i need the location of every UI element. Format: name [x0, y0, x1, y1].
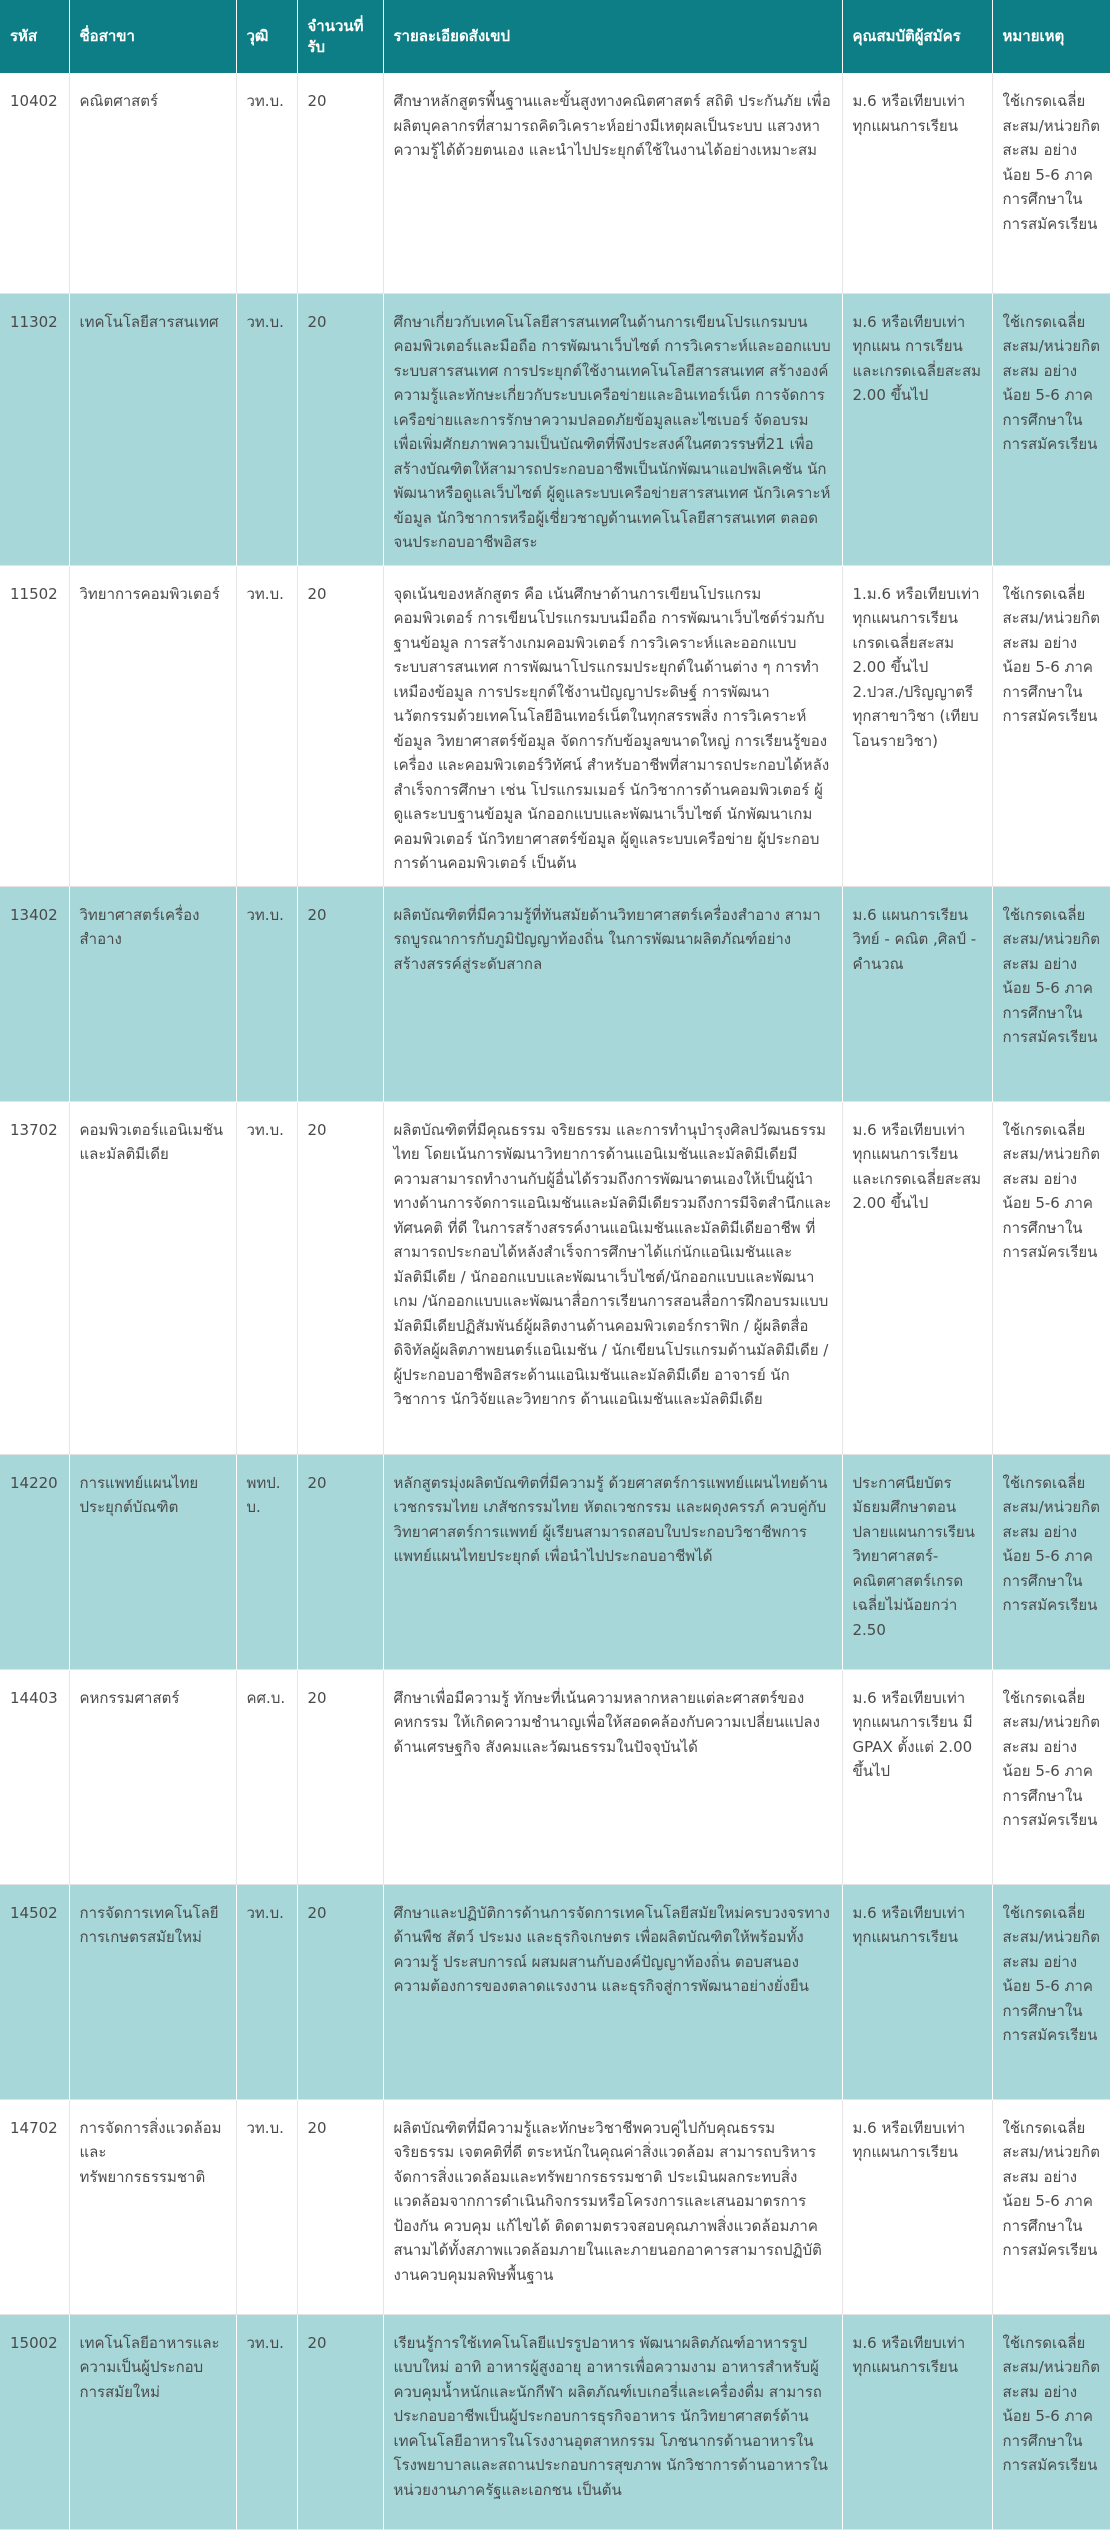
cell-remark: ใช้เกรดเฉลี่ยสะสม/หน่วยกิตสะสม อย่างน้อย 5-6 ภาคการศึกษาในการสมัครเรียน — [1002, 1903, 1100, 2044]
cell-degree: วท.บ. — [236, 886, 297, 1101]
cell-seats: 20 — [297, 293, 383, 565]
cell-degree: วท.บ. — [236, 565, 297, 886]
cell-code: 14702 — [0, 2099, 69, 2314]
cell-degree: วท.บ. — [236, 1884, 297, 2099]
header-degree: วุฒิ — [236, 0, 297, 73]
cell-degree: คศ.บ. — [236, 1669, 297, 1884]
cell-seats: 20 — [297, 73, 383, 293]
cell-degree: วท.บ. — [236, 1101, 297, 1454]
cell-major: เทคโนโลยีสารสนเทศ — [69, 293, 236, 565]
cell-major: คอมพิวเตอร์แอนิเมชันและมัลติมีเดีย — [69, 1101, 236, 1454]
header-seats: จำนวนที่รับ — [297, 0, 383, 73]
table-header-row — [0, 0, 1110, 73]
cell-seats: 20 — [297, 2099, 383, 2314]
cell-degree: พทป.บ. — [236, 1454, 297, 1669]
cell-code: 11302 — [0, 293, 69, 565]
cell-remark: ใช้เกรดเฉลี่ยสะสม/หน่วยกิตสะสม อย่างน้อย 5-6 ภาคการศึกษาในการสมัครเรียน — [1002, 1688, 1100, 1829]
cell-qualification: ม.6 หรือเทียบเท่า ทุกแผนการเรียน มี GPAX ตั้งแต่ 2.00 ขึ้นไป — [842, 1669, 992, 1884]
cell-remark: ใช้เกรดเฉลี่ยสะสม/หน่วยกิตสะสม อย่างน้อย 5-6 ภาคการศึกษาในการสมัครเรียน — [1002, 905, 1100, 1046]
cell-seats: 20 — [297, 1101, 383, 1454]
cell-degree: วท.บ. — [236, 2314, 297, 2529]
cell-degree: วท.บ. — [236, 293, 297, 565]
cell-major: เทคโนโลยีอาหารและความเป็นผู้ประกอบการสมัยใหม่ — [69, 2314, 236, 2529]
table-row — [0, 2314, 1110, 2529]
cell-code: 14502 — [0, 1884, 69, 2099]
cell-major: วิทยาศาสตร์เครื่องสำอาง — [69, 886, 236, 1101]
cell-code: 13402 — [0, 886, 69, 1101]
cell-remark: ใช้เกรดเฉลี่ยสะสม/หน่วยกิตสะสม อย่างน้อย 5-6 ภาคการศึกษาในการสมัครเรียน — [1002, 92, 1100, 233]
header-detail: รายละเอียดสังเขป — [383, 0, 842, 73]
table-row — [0, 1454, 1110, 1669]
cell-detail: ศึกษาและปฏิบัติการด้านการจัดการเทคโนโลยีสมัยใหม่ครบวงจรทางด้านพืช สัตว์ ประมง และธุรกิจเกษตร เพื่อผลิตบัณฑิตให้พร้อมทั้งความรู้ ประสบการณ์ ผสมผสานกับองค์ปัญญาท้องถิ่น ตอบสนองความต้องการของตลาดแรงงาน และธุรกิจสู่การพัฒนาอย่างยั่งยืน — [383, 1884, 842, 2099]
cell-remark: ใช้เกรดเฉลี่ยสะสม/หน่วยกิตสะสม อย่างน้อย 5-6 ภาคการศึกษาในการสมัครเรียน — [1002, 584, 1100, 725]
cell-detail: เรียนรู้การใช้เทคโนโลยีแปรรูปอาหาร พัฒนาผลิตภัณฑ์อาหารรูปแบบใหม่ อาทิ อาหารผู้สูงอายุ อาหารเพื่อความงาม อาหารสำหรับผู้ควบคุมน้ำหนักและนักกีฬา ผลิตภัณฑ์เบเกอรี่และเครื่องดื่ม สามารถประกอบอาชีพเป็นผู้ประกอบการธุรกิจอาหาร นักวิทยาศาสตร์ด้านเทคโนโลยีอาหารในโรงงานอุตสาหกรรม โภชนากรด้านอาหารในโรงพยาบาลและสถานประกอบการสุขภาพ นักวิชาการด้านอาหารในหน่วยงานภาครัฐและเอกชน เป็นต้น — [383, 2314, 842, 2529]
cell-remark: ใช้เกรดเฉลี่ยสะสม/หน่วยกิตสะสม อย่างน้อย 5-6 ภาคการศึกษาในการสมัครเรียน — [1002, 1473, 1100, 1614]
cell-seats: 20 — [297, 886, 383, 1101]
cell-seats: 20 — [297, 2314, 383, 2529]
cell-code: 14220 — [0, 1454, 69, 1669]
cell-qualification: ม.6 หรือเทียบเท่า ทุกแผนการเรียน และเกรดเฉลี่ยสะสม 2.00 ขึ้นไป — [842, 1101, 992, 1454]
header-major: ชื่อสาขา — [69, 0, 236, 73]
cell-remark: ใช้เกรดเฉลี่ยสะสม/หน่วยกิตสะสม อย่างน้อย 5-6 ภาคการศึกษาในการสมัครเรียน — [1002, 312, 1100, 453]
cell-major: การจัดการเทคโนโลยีการเกษตรสมัยใหม่ — [69, 1884, 236, 2099]
cell-qualification: ม.6 แผนการเรียนวิทย์ - คณิต ,ศิลป์ - คำนวณ — [842, 886, 992, 1101]
cell-remark: ใช้เกรดเฉลี่ยสะสม/หน่วยกิตสะสม อย่างน้อย 5-6 ภาคการศึกษาในการสมัครเรียน — [1002, 1120, 1100, 1261]
cell-detail: หลักสูตรมุ่งผลิตบัณฑิตที่มีความรู้ ด้วยศาสตร์การแพทย์แผนไทยด้านเวชกรรมไทย เภสัชกรรมไทย หัตถเวชกรรม และผดุงครรภ์ ควบคู่กับวิทยาศาสตร์การแพทย์ ผู้เรียนสามารถสอบใบประกอบวิชาชีพการแพทย์แผนไทยประยุกต์ เพื่อนำไปประกอบอาชีพได้ — [383, 1454, 842, 1669]
header-remark: หมายเหตุ — [1002, 27, 1065, 45]
table-row — [0, 2099, 1110, 2314]
cell-code: 13702 — [0, 1101, 69, 1454]
cell-major: การแพทย์แผนไทยประยุกต์บัณฑิต — [69, 1454, 236, 1669]
cell-major: การจัดการสิ่งแวดล้อมและทรัพยากรธรรมชาติ — [69, 2099, 236, 2314]
cell-degree: วท.บ. — [236, 2099, 297, 2314]
table-row — [0, 886, 1110, 1101]
cell-detail: ผลิตบัณฑิตที่มีความรู้และทักษะวิชาชีพควบคู่ไปกับคุณธรรมจริยธรรม เจตคติที่ดี ตระหนักในคุณค่าสิ่งแวดล้อม สามารถบริหารจัดการสิ่งแวดล้อมและทรัพยากรธรรมชาติ ประเมินผลกระทบสิ่งแวดล้อมจากการดำเนินกิจกรรมหรือโครงการและเสนอมาตรการป้องกัน ควบคุม แก้ไขได้ ติดตามตรวจสอบคุณภาพสิ่งแวดล้อมภาคสนามได้ทั้งสภาพแวดล้อมภายในและภายนอกอาคารสามารถปฏิบัติงานควบคุมมลพิษพื้นฐาน — [383, 2099, 842, 2314]
cell-detail: จุดเน้นของหลักสูตร คือ เน้นศึกษาด้านการเขียนโปรแกรมคอมพิวเตอร์ การเขียนโปรแกรมบนมือถือ การพัฒนาเว็บไซต์ร่วมกับฐานข้อมูล การสร้างเกมคอมพิวเตอร์ การวิเคราะห์และออกแบบระบบสารสนเทศ การพัฒนาโปรแกรมประยุกต์ในด้านต่าง ๆ การทำเหมืองข้อมูล การประยุกต์ใช้งานปัญญาประดิษฐ์ การพัฒนานวัตกรรมด้วยเทคโนโลยีอินเทอร์เน็ตในทุกสรรพสิ่ง การวิเคราะห์ข้อมูล วิทยาศาสตร์ข้อมูล จัดการกับข้อมูลขนาดใหญ่ การเรียนรู้ของเครื่อง และคอมพิวเตอร์วิทัศน์ สำหรับอาชีพที่สามารถประกอบได้หลังสำเร็จการศึกษา เช่น โปรแกรมเมอร์ นักวิชาการด้านคอมพิวเตอร์ ผู้ดูแลระบบฐานข้อมูล นักออกแบบและพัฒนาเว็บไซต์ นักพัฒนาเกมคอมพิวเตอร์ นักวิทยาศาสตร์ข้อมูล ผู้ดูแลระบบเครือข่าย ผู้ประกอบการด้านคอมพิวเตอร์ เป็นต้น — [383, 565, 842, 886]
table-row — [0, 1884, 1110, 2099]
cell-major: วิทยาการคอมพิวเตอร์ — [69, 565, 236, 886]
cell-code: 14403 — [0, 1669, 69, 1884]
cell-major: คหกรรมศาสตร์ — [69, 1669, 236, 1884]
cell-code: 15002 — [0, 2314, 69, 2529]
cell-detail: ศึกษาหลักสูตรพื้นฐานและขั้นสูงทางคณิตศาสตร์ สถิติ ประกันภัย เพื่อผลิตบุคลากรที่สามารถคิดวิเคราะห์อย่างมีเหตุผลเป็นระบบ แสวงหาความรู้ได้ด้วยตนเอง และนำไปประยุกต์ใช้ในงานได้อย่างเหมาะสม — [383, 73, 842, 293]
header-code: รหัส — [0, 0, 69, 73]
cell-qualification: ม.6 หรือเทียบเท่า ทุกแผนการเรียน — [842, 2099, 992, 2314]
cell-remark: ใช้เกรดเฉลี่ยสะสม/หน่วยกิตสะสม อย่างน้อย 5-6 ภาคการศึกษาในการสมัครเรียน — [1002, 2118, 1100, 2259]
table-row — [0, 1101, 1110, 1454]
cell-detail: ศึกษาเพื่อมีความรู้ ทักษะที่เน้นความหลากหลายแต่ละศาสตร์ของคหกรรม ให้เกิดความชำนาญเพื่อให้สอดคล้องกับความเปลี่ยนแปลงด้านเศรษฐกิจ สังคมและวัฒนธรรมในปัจจุบันได้ — [383, 1669, 842, 1884]
cell-qualification: ประกาศนียบัตรมัธยมศึกษาตอนปลายแผนการเรียนวิทยาศาสตร์-คณิตศาสตร์เกรดเฉลี่ยไม่น้อยกว่า 2.50 — [842, 1454, 992, 1669]
cell-qualification: ม.6 หรือเทียบเท่า ทุกแผน การเรียน และเกรดเฉลี่ยสะสม 2.00 ขึ้นไป — [842, 293, 992, 565]
cell-major: คณิตศาสตร์ — [69, 73, 236, 293]
cell-code: 11502 — [0, 565, 69, 886]
cell-degree: วท.บ. — [236, 73, 297, 293]
cell-qualification: 1.ม.6 หรือเทียบเท่า ทุกแผนการเรียน เกรดเฉลี่ยสะสม 2.00 ขึ้นไป 2.ปวส./ปริญญาตรี ทุกสาขาวิชา (เทียบโอนรายวิชา) — [842, 565, 992, 886]
cell-qualification: ม.6 หรือเทียบเท่า ทุกแผนการเรียน — [842, 2314, 992, 2529]
table-row — [0, 293, 1110, 565]
cell-qualification: ม.6 หรือเทียบเท่า ทุกแผนการเรียน — [842, 73, 992, 293]
table-row — [0, 1669, 1110, 1884]
cell-seats: 20 — [297, 1884, 383, 2099]
cell-seats: 20 — [297, 1669, 383, 1884]
cell-seats: 20 — [297, 1454, 383, 1669]
cell-detail: ผลิตบัณฑิตที่มีความรู้ที่ทันสมัยด้านวิทยาศาสตร์เครื่องสำอาง สามารถบูรณาการกับภูมิปัญญาท้องถิ่น ในการพัฒนาผลิตภัณฑ์อย่างสร้างสรรค์สู่ระดับสากล — [383, 886, 842, 1101]
cell-seats: 20 — [297, 565, 383, 886]
cell-remark: ใช้เกรดเฉลี่ยสะสม/หน่วยกิตสะสม อย่างน้อย 5-6 ภาคการศึกษาในการสมัครเรียน — [1002, 2333, 1100, 2474]
header-qualification: คุณสมบัติผู้สมัคร — [842, 0, 992, 73]
cell-qualification: ม.6 หรือเทียบเท่า ทุกแผนการเรียน — [842, 1884, 992, 2099]
cell-detail: ศึกษาเกี่ยวกับเทคโนโลยีสารสนเทศในด้านการเขียนโปรแกรมบนคอมพิวเตอร์และมือถือ การพัฒนาเว็บไซต์ การวิเคราะห์และออกแบบระบบสารสนเทศ การประยุกต์ใช้งานเทคโนโลยีสารสนเทศ สร้างองค์ความรู้และทักษะเกี่ยวกับระบบเครือข่ายและอินเทอร์เน็ต การจัดการเครือข่ายและการรักษาความปลอดภัยข้อมูลและไซเบอร์ จัดอบรมเพื่อเพิ่มศักยภาพความเป็นบัณฑิตที่พึงประสงค์ในศตวรรษที่21 เพื่อสร้างบัณฑิตให้สามารถประกอบอาชีพเป็นนักพัฒนาแอปพลิเคชัน นักพัฒนาหรือดูแลเว็บไซต์ ผู้ดูแลระบบเครือข่ายสารสนเทศ นักวิเคราะห์ข้อมูล นักวิชาการหรือผู้เชี่ยวชาญด้านเทคโนโลยีสารสนเทศ ตลอดจนประกอบอาชีพอิสระ — [383, 293, 842, 565]
table-row — [0, 73, 1110, 293]
table-row — [0, 565, 1110, 886]
cell-detail: ผลิตบัณฑิตที่มีคุณธรรม จริยธรรม และการทำนุบำรุงศิลปวัฒนธรรมไทย โดยเน้นการพัฒนาวิทยาการด้านแอนิเมชันและมัลติมีเดียมีความสามารถทำงานกับผู้อื่นได้รวมถึงการพัฒนาตนเองให้เป็นผู้นำทางด้านการจัดการแอนิเมชันและมัลติมีเดียรวมถึงการมีจิตสำนึกและทัศนคติ ที่ดี ในการสร้างสรรค์งานแอนิเมชันและมัลติมีเดียอาชีพ ที่สามารถประกอบได้หลังสำเร็จการศึกษาได้แก่นักแอนิเมชันและมัลติมีเดีย / นักออกแบบและพัฒนาเว็บไซต์/นักออกแบบและพัฒนาเกม /นักออกแบบและพัฒนาสื่อการเรียนการสอนสื่อการฝึกอบรมแบบมัลติมีเดียปฏิสัมพันธ์ผู้ผลิตงานด้านคอมพิวเตอร์กราฟิก / ผู้ผลิตสื่อดิจิทัลผู้ผลิตภาพยนตร์แอนิเมชัน / นักเขียนโปรแกรมด้านมัลติมีเดีย / ผู้ประกอบอาชีพอิสระด้านแอนิเมชันและมัลติมีเดีย อาจารย์ นักวิชาการ นักวิจัยและวิทยากร ด้านแอนิเมชันและมัลติมีเดีย — [383, 1101, 842, 1454]
cell-code: 10402 — [0, 73, 69, 293]
